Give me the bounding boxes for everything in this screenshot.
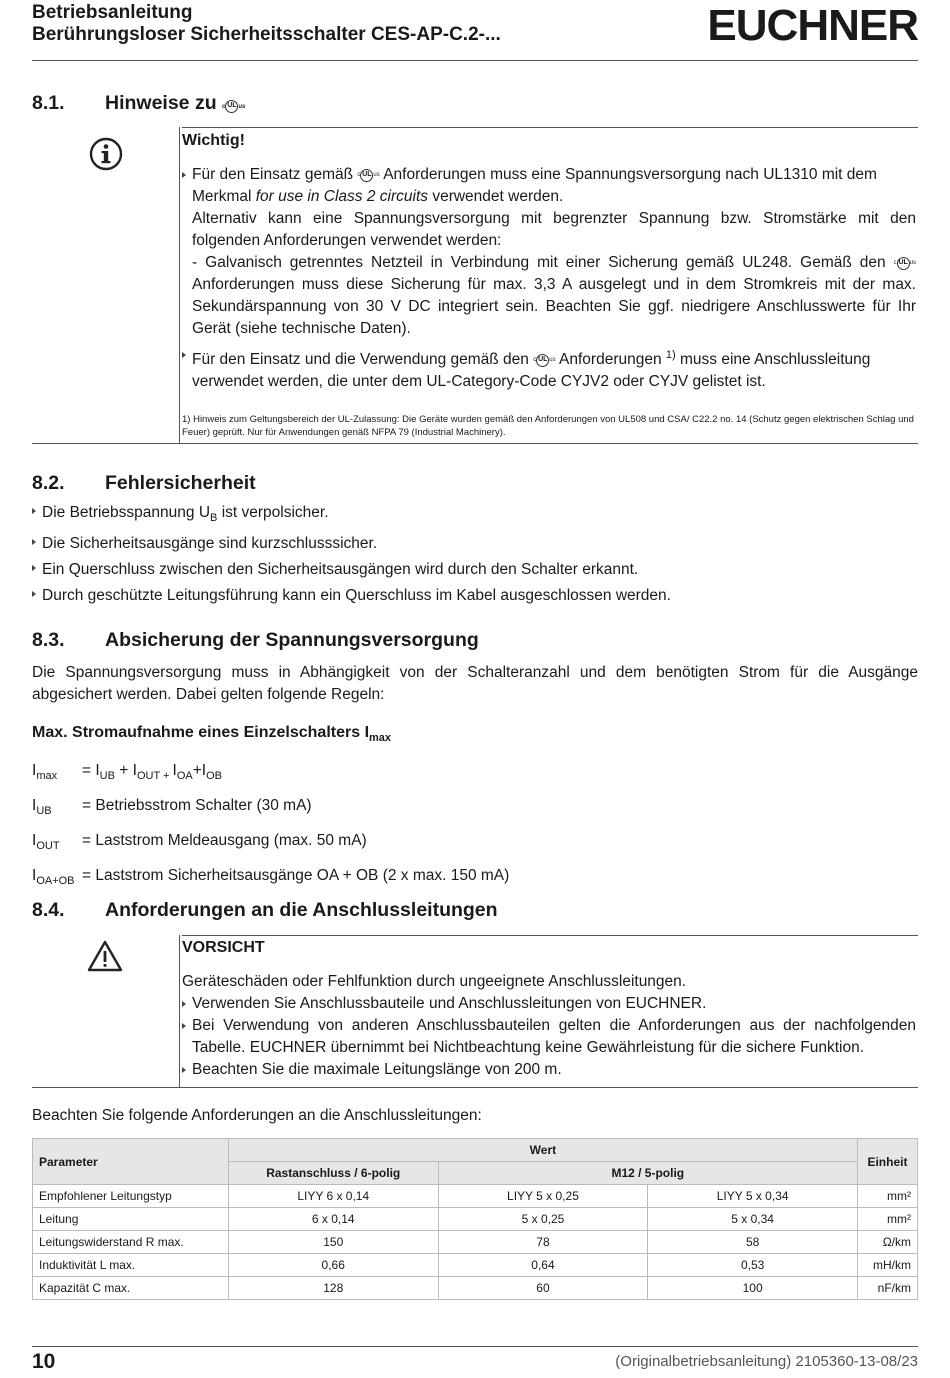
section-number: 8.2. [32,472,65,494]
header-einheit: Einheit [857,1139,917,1185]
formula-line: $I_{max} = I_{UB} + I_{OUT +}$ $I_{OA}+I_{OB}$ [32,762,222,783]
list-item: Die Betriebsspannung $U_B$ ist verpolsicher. [32,500,918,531]
warning-title: VORSICHT [182,939,265,956]
section-title: Hinweise zu [105,92,217,114]
note-bullet-1: Für den Einsatz gemäß c UL us Anforderungen muss eine Spannungsversorgung nach UL1310 mit dem Merkmal for use in Class 2 circuits verwendet werden. [182,164,916,208]
important-note [182,130,916,439]
caution-note [182,937,916,1081]
note-bullet-2: Für den Einsatz und die Verwendung gemäß den c UL us Anforderungen $^{1)}$ muss eine Anschlussleitung verwendet werden, die unter dem UL-Category-Code CYJV2 oder CYJV gelistet ist. [182,344,916,393]
document-reference: (Originalbetriebsanleitung) 2105360-13-08/23 [615,1353,918,1370]
warning-text: Geräteschäden oder Fehlfunktion durch ungeeignete Anschlussleitungen. [182,973,687,990]
section-title: Fehlersicherheit [105,472,256,494]
section-8-2-list [32,500,918,609]
section-number: 8.1. [32,92,65,114]
header-rastanschluss: Rastanschluss / 6-polig [228,1162,438,1185]
table-row: Kapazität C max. 128 60 100 nF/km [33,1277,918,1300]
section-8-4-heading [32,899,498,922]
list-item: Beachten Sie die maximale Leitungslänge von 200 m. [182,1059,916,1081]
list-item: Bei Verwendung von anderen Anschlussbauteilen gelten die Anforderungen aus der nachfolgenden Tabelle. EUCHNER übernimmt bei Nichtbeachtung keine Gewährleistung für die sichere Funktion. [182,1015,916,1059]
subheading-max-current: Max. Stromaufnahme eines Einzelschalters $I_{max}$ [32,724,392,745]
note-bottom-rule [32,443,918,444]
note-divider [179,127,180,443]
formula-line: $I_{OUT}$ = Laststrom Meldeausgang (max. 50 mA) [32,832,367,853]
cable-requirements-table [32,1138,918,1300]
table-row: Leitung 6 x 0,14 5 x 0,25 5 x 0,34 mm² [33,1208,918,1231]
header-m12: M12 / 5-polig [438,1162,857,1185]
table-row: Empfohlener Leitungstyp LIYY 6 x 0,14 LIYY 5 x 0,25 LIYY 5 x 0,34 mm² [33,1185,918,1208]
info-icon [88,136,124,177]
section-number: 8.4. [32,899,65,921]
formula-line: $I_{UB}$ = Betriebsstrom Schalter (30 mA) [32,797,312,818]
warning-top-rule [182,935,918,936]
footnote: 1) Hinweis zum Geltungsbereich der UL-Zulassung: Die Geräte wurden gemäß den Anforderungen von UL508 und CSA/ C22.2 no. 14 (Schutz gegen elektrischen Schlag und Feuer) geprüft. Nur für Anwendungen genäß NFPA 79 (Industrial Machinery). [182,414,914,439]
note-top-rule [182,127,918,128]
title-line-2: Berührungsloser Sicherheitsschalter CES-AP-C.2-... [32,24,501,45]
list-item: Durch geschützte Leitungsführung kann ein Querschluss im Kabel ausgeschlossen werden. [32,583,918,609]
formula-block [32,756,732,896]
section-8-3-paragraph: Die Spannungsversorgung muss in Abhängigkeit von der Schalteranzahl und dem benötigten Strom für die Ausgänge abgesichert werden. Dabei gelten folgende Regeln: [32,664,918,703]
section-number: 8.3. [32,629,65,651]
ul-mark-icon: c UL us [894,254,916,271]
header-parameter: Parameter [33,1139,229,1185]
title-line-1: Betriebsanleitung [32,2,193,23]
section-title: Absicherung der Spannungsversorgung [105,629,479,651]
list-item: Die Sicherheitsausgänge sind kurzschlusssicher. [32,531,918,557]
header-rule [32,60,918,61]
section-8-1-heading [32,92,245,115]
section-8-2-heading [32,472,256,495]
list-item: Ein Querschluss zwischen den Sicherheitsausgängen wird durch den Schalter erkannt. [32,557,918,583]
ul-mark-icon: c UL us [357,166,379,183]
note-dash-item: - Galvanisch getrenntes Netzteil in Verbindung mit einer Sicherung gemäß UL248. Gemäß den c UL us Anforderungen muss diese Sicherung für max. 3,3 A ausgelegt und in dem Stromkreis mit der max. Sekundärspannung von 30 V DC integriert sein. Beachten Sie ggf. niedrigere Anschlusswerte für Ihr Gerät (siehe technische Daten). [192,254,916,338]
header-wert: Wert [228,1139,857,1162]
note-title: Wichtig! [182,132,245,149]
warning-bottom-rule [32,1087,918,1088]
ul-mark-icon: c UL us [222,102,245,111]
formula-line: $I_{OA+OB}$ = Laststrom Sicherheitsausgänge OA + OB (2 x max. 150 mA) [32,867,510,888]
list-item: Verwenden Sie Anschlussbauteile und Anschlussleitungen von EUCHNER. [182,993,916,1015]
table-row: Induktivität L max. 0,66 0,64 0,53 mH/km [33,1254,918,1277]
page-number: 10 [32,1350,56,1373]
ul-mark-icon: c UL us [533,351,555,368]
note-paragraph-alternative: Alternativ kann eine Spannungsversorgung mit begrenzter Spannung bzw. Stromstärke mit den folgenden Anforderungen verwendet werden: [192,210,916,250]
table-intro: Beachten Sie folgende Anforderungen an die Anschlussleitungen: [32,1107,482,1124]
table-row: Leitungswiderstand R max. 150 78 58 Ω/km [33,1231,918,1254]
footer-rule [32,1346,918,1347]
document-title [32,2,501,46]
warning-divider [179,935,180,1087]
section-8-3-heading [32,629,479,652]
warning-triangle-icon [87,940,123,977]
euchner-logo: EUCHNER [707,1,918,50]
section-title: Anforderungen an die Anschlussleitungen [105,899,498,921]
